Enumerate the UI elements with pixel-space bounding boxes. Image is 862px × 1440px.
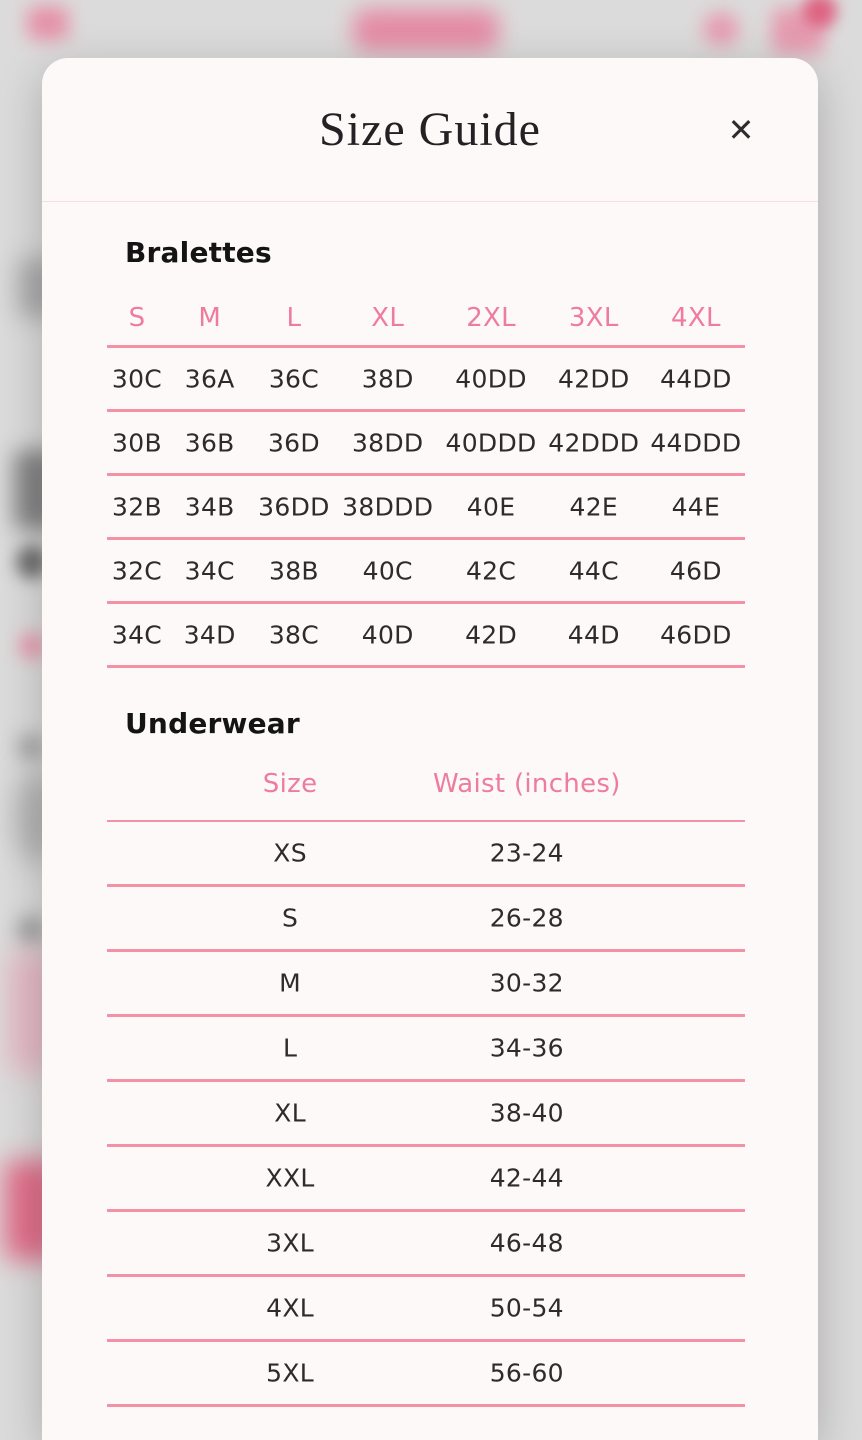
menu-icon <box>27 6 69 40</box>
column-header: S <box>128 302 146 333</box>
underwear-size-table <box>107 748 745 1407</box>
size-cell: 40C <box>362 556 413 585</box>
size-cell: 5XL <box>266 1358 315 1388</box>
size-cell: 38DDD <box>342 492 434 521</box>
size-cell: XL <box>274 1098 306 1128</box>
size-cell: 36A <box>184 364 235 393</box>
size-cell: 44C <box>568 556 619 585</box>
table-row <box>107 822 745 887</box>
size-cell: 40DD <box>455 364 527 393</box>
size-cell: 56-60 <box>489 1358 564 1388</box>
brand-logo <box>353 9 499 51</box>
table-row <box>107 1277 745 1342</box>
size-cell: 42DDD <box>548 428 640 457</box>
size-cell: 36D <box>267 428 320 457</box>
size-cell: 38B <box>268 556 319 585</box>
bralettes-size-table <box>107 290 745 668</box>
table-row <box>107 412 745 476</box>
size-cell: 38-40 <box>489 1098 564 1128</box>
size-cell: 44E <box>671 492 721 521</box>
size-cell: XS <box>273 838 307 868</box>
size-cell: 3XL <box>266 1228 315 1258</box>
size-guide-modal <box>42 58 818 1440</box>
size-cell: 36B <box>184 428 235 457</box>
size-cell: 38C <box>268 620 320 649</box>
column-header: XL <box>371 302 405 333</box>
size-cell: 32B <box>112 492 162 521</box>
size-cell: 42DD <box>558 364 630 393</box>
table-row <box>107 1212 745 1277</box>
size-cell: 26-28 <box>489 903 564 933</box>
table-row <box>107 604 745 668</box>
size-cell: 34-36 <box>489 1033 564 1063</box>
table-row <box>107 1342 745 1407</box>
size-cell: 44D <box>567 620 620 649</box>
size-cell: 40E <box>466 492 516 521</box>
close-button[interactable]: ✕ <box>719 108 763 152</box>
column-header: Waist (inches) <box>432 769 621 799</box>
table-row <box>107 540 745 604</box>
table-row <box>107 1017 745 1082</box>
table-row <box>107 1147 745 1212</box>
size-cell: 30-32 <box>489 968 564 998</box>
table-row <box>107 1082 745 1147</box>
size-cell: 46DD <box>660 620 732 649</box>
column-header: L <box>286 302 302 333</box>
table-row <box>107 476 745 540</box>
size-cell: 38DD <box>351 428 424 457</box>
search-icon <box>703 12 739 46</box>
size-cell: 23-24 <box>489 838 564 868</box>
size-cell: 34C <box>111 620 163 649</box>
size-cell: 42D <box>465 620 518 649</box>
size-cell: 46D <box>669 556 722 585</box>
table-row <box>107 952 745 1017</box>
cart-badge <box>803 0 837 28</box>
column-header: 2XL <box>466 302 516 333</box>
size-cell: 32C <box>111 556 163 585</box>
size-cell: 30C <box>111 364 163 393</box>
table-row <box>107 887 745 952</box>
underwear-heading: Underwear <box>125 707 300 740</box>
modal-header <box>42 58 818 202</box>
size-cell: 34D <box>183 620 236 649</box>
table-header-row <box>107 748 745 822</box>
size-cell: 40D <box>361 620 414 649</box>
table-row <box>107 348 745 412</box>
size-cell: L <box>282 1033 298 1063</box>
size-cell: 34C <box>184 556 235 585</box>
column-header: 3XL <box>568 302 619 333</box>
column-header: 4XL <box>670 302 721 333</box>
size-cell: 30B <box>112 428 162 457</box>
size-cell: 46-48 <box>489 1228 564 1258</box>
size-cell: 50-54 <box>489 1293 564 1323</box>
size-cell: 38D <box>361 364 414 393</box>
size-cell: S <box>282 903 299 933</box>
column-header: Size <box>262 769 318 799</box>
size-cell: XXL <box>265 1163 315 1193</box>
size-cell: 36C <box>268 364 320 393</box>
size-cell: 42C <box>465 556 517 585</box>
modal-title: Size Guide <box>319 103 541 156</box>
table-header-row <box>107 290 745 348</box>
size-cell: 40DDD <box>445 428 537 457</box>
size-cell: 44DD <box>660 364 732 393</box>
column-header: M <box>198 302 222 333</box>
size-cell: 44DDD <box>650 428 742 457</box>
size-cell: 34B <box>184 492 235 521</box>
size-cell: 4XL <box>266 1293 315 1323</box>
size-cell: 36DD <box>258 492 330 521</box>
size-cell: M <box>279 968 302 998</box>
size-cell: 42E <box>569 492 619 521</box>
bralettes-heading: Bralettes <box>125 236 272 269</box>
size-cell: 42-44 <box>489 1163 564 1193</box>
